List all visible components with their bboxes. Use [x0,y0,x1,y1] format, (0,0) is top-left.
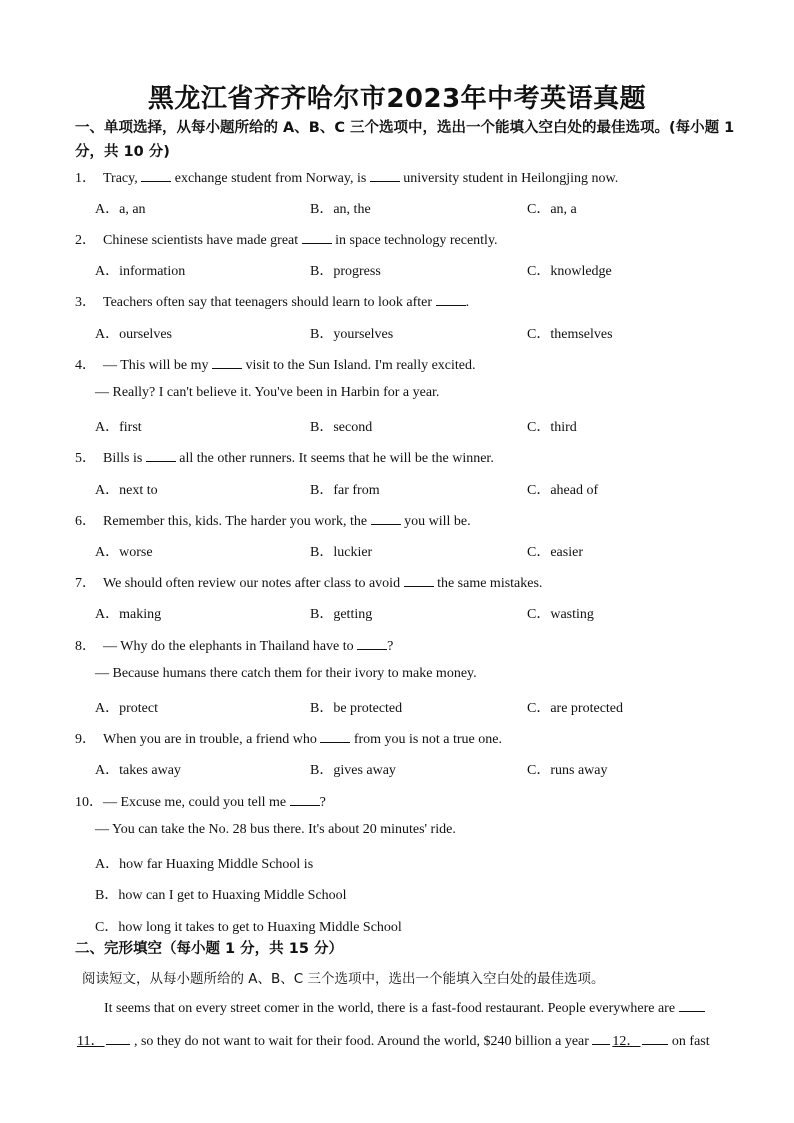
answer-blank [436,293,466,306]
passage-line-1: It seems that on every street comer in the world, there is a fast-food restaurant. People everywhere are [104,999,705,1017]
option-c: C．runs away [527,763,608,778]
option-a: A．worse [95,545,153,560]
answer-blank [679,999,705,1012]
section2-heading: 二、完形填空（每小题 1 分，共 15 分） [75,941,343,957]
answer-blank [290,793,320,806]
question-4-reply: — Really? I can't believe it. You've been in Harbin for a year. [95,385,440,400]
cloze-blank-11: 11． [77,1034,105,1049]
question-5: 5． Bills is all the other runners. It seems that he will be the winner. [75,451,494,466]
option-c: C．easier [527,545,583,560]
option-a: A．ourselves [95,327,172,342]
option-c: C．wasting [527,607,594,622]
question-7: 7． We should often review our notes after class to avoid the same mistakes. [75,576,543,591]
option-b: B．an, the [310,202,371,217]
section1-heading: 一、单项选择，从每小题所给的 A、B、C 三个选项中，选出一个能填入空白处的最佳选项。(每小题 1 分，共 10 分) [75,120,735,160]
answer-blank [357,637,387,650]
question-9: 9． When you are in trouble, a friend who from you is not a true one. [75,732,502,747]
option-b: B．yourselves [310,327,394,342]
question-6: 6． Remember this, kids. The harder you work, the you will be. [75,514,471,529]
page-title: 黑龙江省齐齐哈尔市2023年中考英语真题 [147,84,647,114]
option-a: A．a, an [95,202,146,217]
option-b: B．getting [310,607,373,622]
answer-blank [404,574,434,587]
question-8: 8． — Why do the elephants in Thailand have to ? [75,639,394,654]
option-b: B．gives away [310,763,396,778]
option-b: B．luckier [310,545,373,560]
question-4: 4． — This will be my visit to the Sun Island. I'm really excited. [75,358,476,373]
option-a: A．takes away [95,763,181,778]
answer-blank [302,231,332,244]
option-b: B．second [310,420,373,435]
option-a: A．first [95,420,142,435]
option-b: B．how can I get to Huaxing Middle School [95,888,347,903]
option-c: C．themselves [527,327,613,342]
answer-blank [370,169,400,182]
passage-line-2: 11． , so they do not want to wait for their food. Around the world, $240 billion a year 12． on fast [75,1030,710,1050]
answer-blank [146,449,176,462]
option-b: B．be protected [310,701,403,716]
option-c: C．third [527,420,577,435]
option-a: A．how far Huaxing Middle School is [95,857,314,872]
question-10-reply: — You can take the No. 28 bus there. It's about 20 minutes' ride. [95,822,456,837]
option-b: B．far from [310,483,380,498]
question-1: 1． Tracy, exchange student from Norway, is university student in Heilongjing now. [75,171,619,186]
option-c: C．are protected [527,701,624,716]
section2-instructions: 阅读短文，从每小题所给的 A、B、C 三个选项中，选出一个能填入空白处的最佳选项。 [82,971,605,987]
answer-blank [212,356,242,369]
option-a: A．next to [95,483,158,498]
option-c: C．how long it takes to get to Huaxing Middle School [95,920,402,935]
option-a: A．making [95,607,162,622]
question-8-reply: — Because humans there catch them for their ivory to make money. [95,666,477,681]
option-a: A．information [95,264,186,279]
option-c: C．an, a [527,202,577,217]
answer-blank [141,169,171,182]
answer-blank [320,730,350,743]
option-b: B．progress [310,264,381,279]
option-c: C．knowledge [527,264,612,279]
cloze-blank-12: 12． [612,1034,641,1049]
answer-blank [371,512,401,525]
option-a: A．protect [95,701,158,716]
question-3: 3． Teachers often say that teenagers should learn to look after . [75,295,470,310]
option-c: C．ahead of [527,483,599,498]
question-2: 2． Chinese scientists have made great in space technology recently. [75,233,498,248]
question-10: 10．— Excuse me, could you tell me ? [75,795,326,810]
